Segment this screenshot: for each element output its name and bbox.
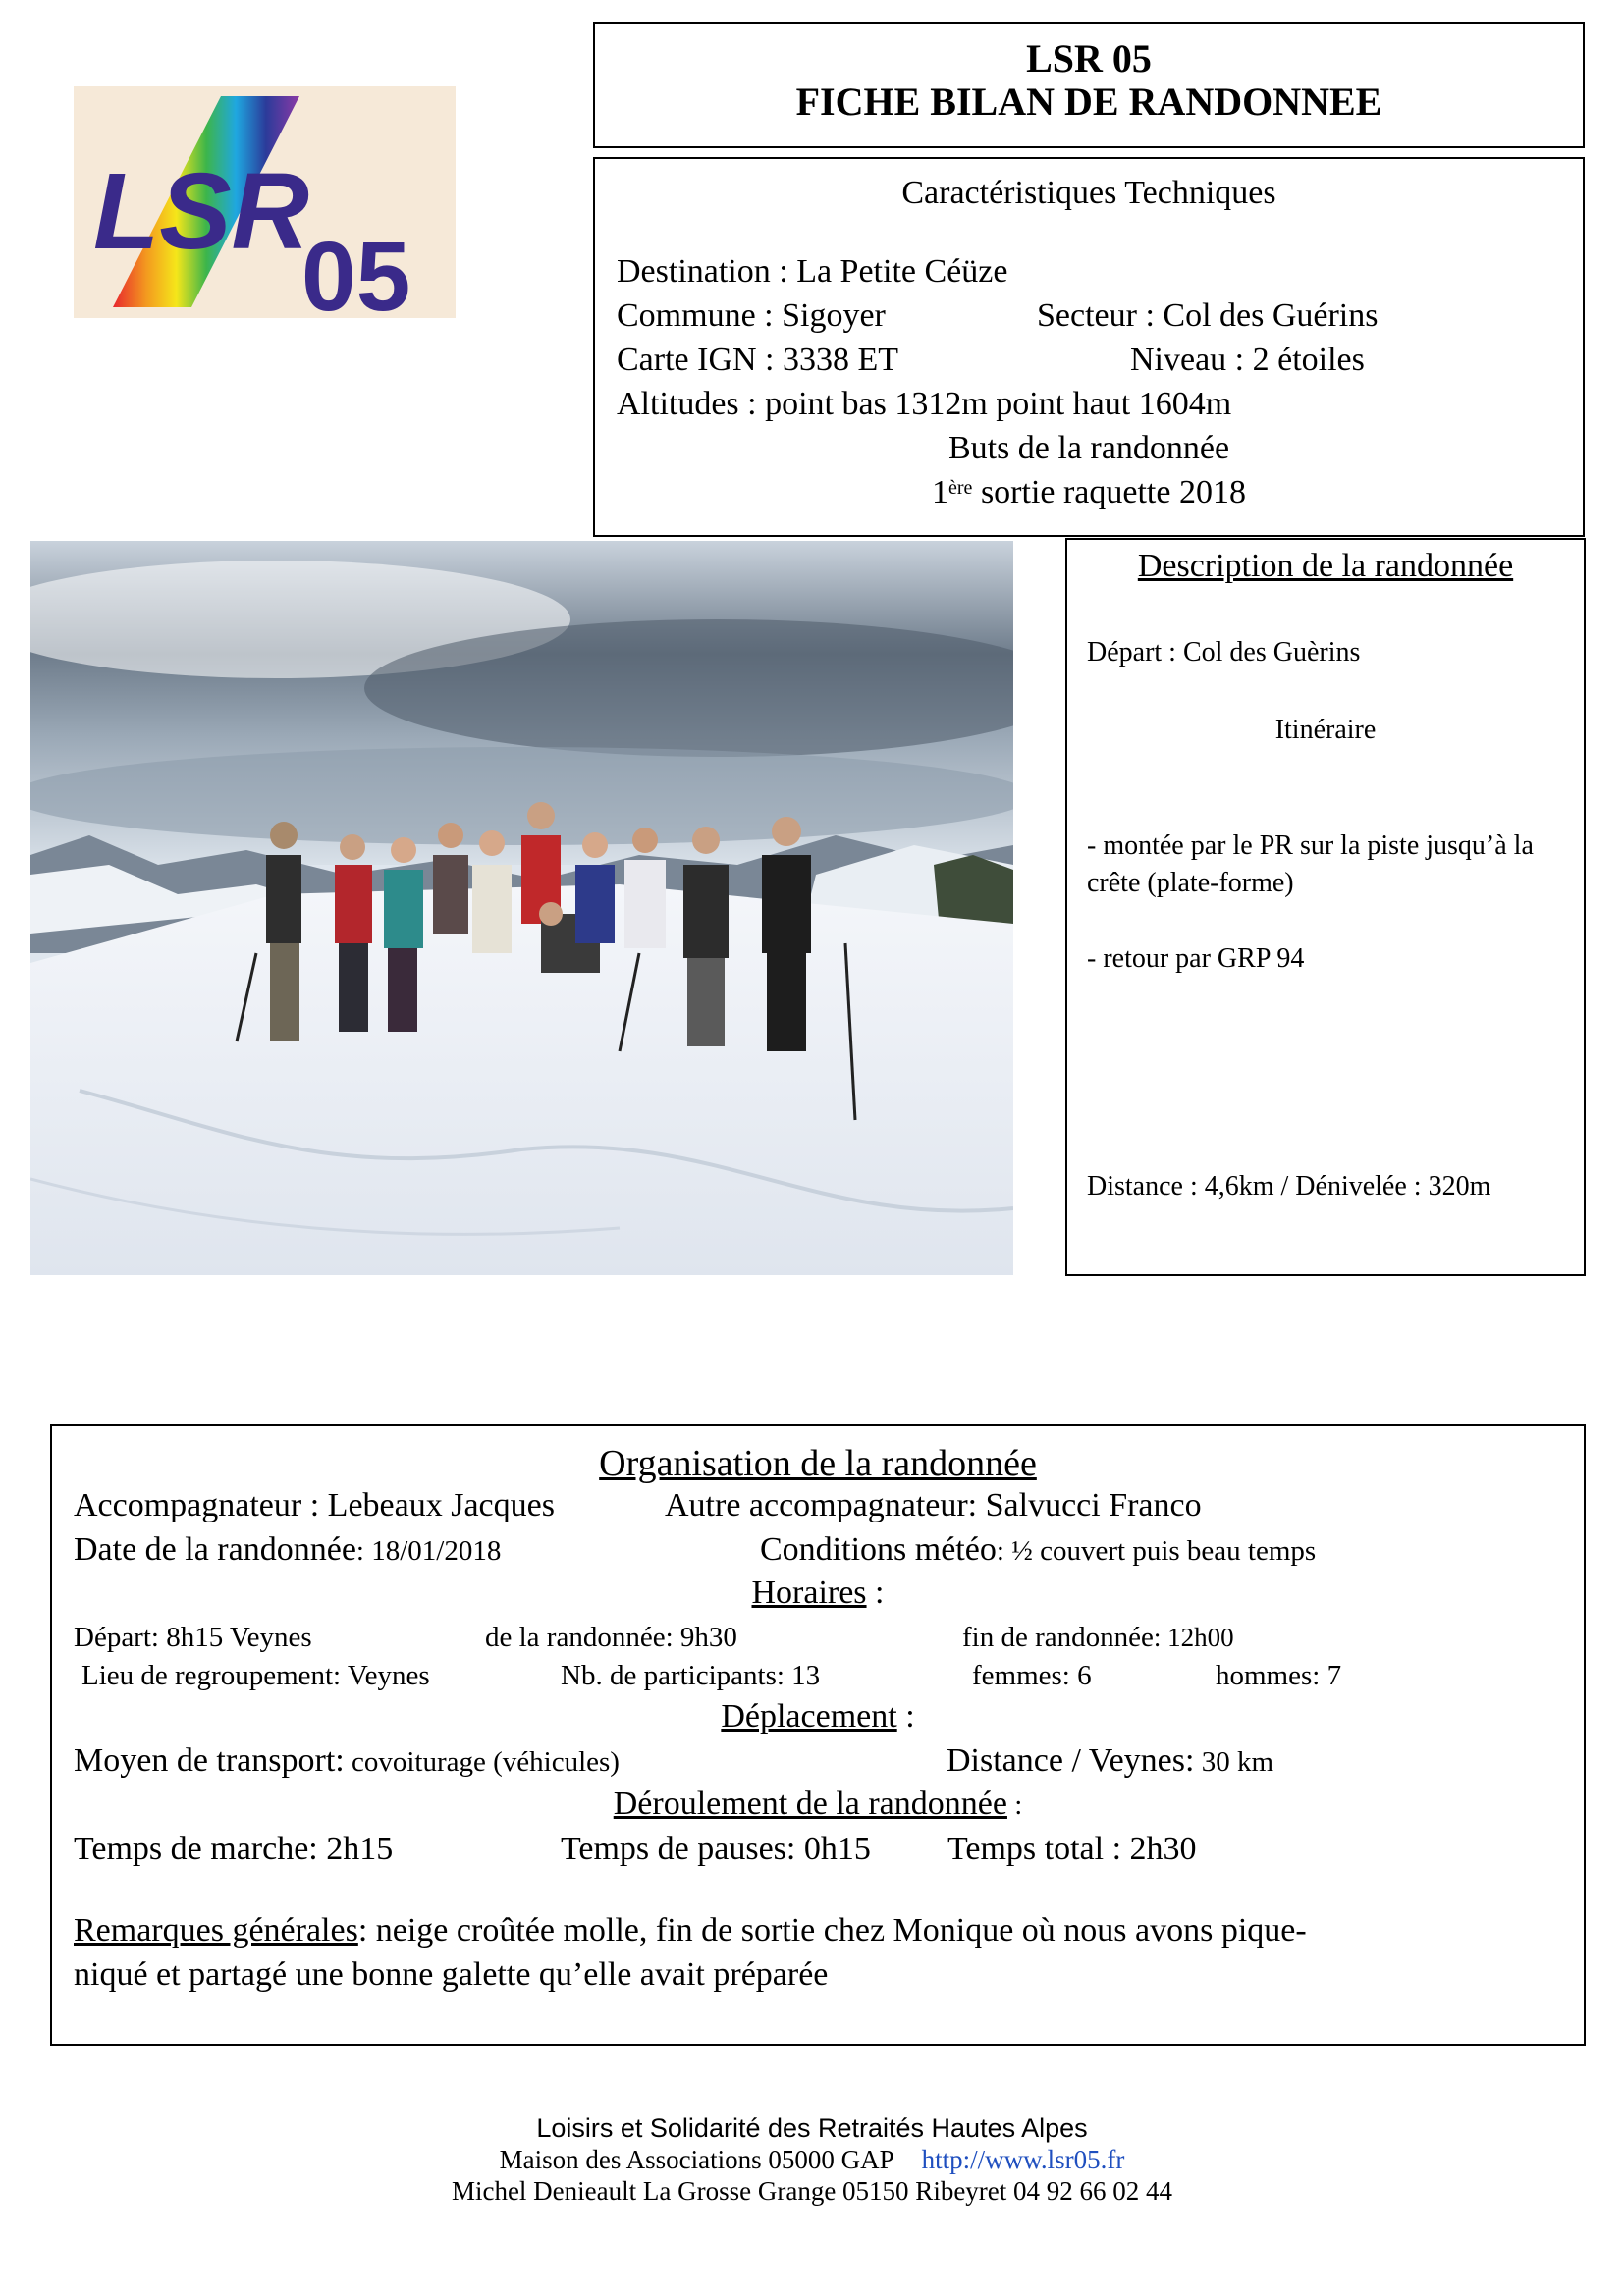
tech-carte: Carte IGN : 3338 ET: [617, 342, 899, 378]
description-depart: Départ : Col des Guèrins: [1087, 637, 1361, 667]
tech-altitudes: Altitudes : point bas 1312m point haut 1604m: [617, 386, 1232, 422]
lsr-logo: [74, 86, 456, 318]
tech-sortie: 1ère sortie raquette 2018: [932, 474, 1246, 510]
remarques-line-2: niqué et partagé une bonne galette qu’elle avait préparée: [74, 1956, 829, 1993]
distance-veynes: Distance / Veynes: 30 km: [947, 1742, 1273, 1779]
footer-website-link[interactable]: http://www.lsr05.fr: [921, 2145, 1125, 2174]
organisation-box: [50, 1424, 1586, 2046]
horaires-heading: Horaires :: [751, 1575, 885, 1611]
description-step-1: - montée par le PR sur la piste jusqu’à la crête (plate-forme): [1087, 830, 1534, 898]
description-itineraire: Itinéraire: [1274, 715, 1377, 745]
tech-secteur: Secteur : Col des Guérins: [1037, 297, 1379, 334]
deroulement-heading: Déroulement de la randonnée :: [613, 1786, 1023, 1822]
footer-contact: Michel Denieault La Grosse Grange 05150 Ribeyret 04 92 66 02 44: [451, 2176, 1173, 2206]
accompagnateur: Accompagnateur : Lebeaux Jacques: [74, 1487, 555, 1523]
logo-text: LSR: [93, 151, 309, 272]
technical-characteristics-box: [593, 157, 1585, 537]
horaire-depart: Départ: 8h15 Veynes: [74, 1622, 312, 1653]
tech-destination: Destination : La Petite Céüze: [617, 253, 1008, 290]
title-line-2: FICHE BILAN DE RANDONNEE: [795, 80, 1382, 124]
tech-niveau: Niveau : 2 étoiles: [1130, 342, 1365, 378]
tech-buts: Buts de la randonnée: [947, 430, 1230, 466]
nb-femmes: femmes: 6: [972, 1660, 1092, 1691]
conditions-meteo: Conditions météo: ½ couvert puis beau temps: [760, 1531, 1317, 1568]
deplacement-heading: Déplacement :: [721, 1698, 915, 1735]
temps-pauses: Temps de pauses: 0h15: [561, 1831, 871, 1867]
organisation-title: Organisation de la randonnée: [599, 1443, 1037, 1484]
title-box: [593, 22, 1585, 148]
nb-hommes: hommes: 7: [1216, 1660, 1342, 1691]
date-randonnee: Date de la randonnée: 18/01/2018: [74, 1531, 502, 1568]
description-box: [1065, 538, 1586, 1276]
group-photo: [30, 541, 1013, 1275]
temps-total: Temps total : 2h30: [947, 1831, 1197, 1867]
horaire-debut: de la randonnée: 9h30: [485, 1622, 737, 1653]
moyen-transport: Moyen de transport: covoiturage (véhicules): [74, 1742, 620, 1779]
tech-heading: Caractéristiques Techniques: [901, 175, 1276, 211]
title-line-1: LSR 05: [1026, 36, 1152, 80]
description-distance: Distance : 4,6km / Dénivelée : 320m: [1087, 1171, 1491, 1201]
nb-participants: Nb. de participants: 13: [561, 1660, 821, 1691]
footer: [0, 2112, 1624, 2207]
logo-number: 05: [301, 222, 411, 318]
lieu-regroupement: Lieu de regroupement: Veynes: [81, 1660, 430, 1691]
tech-commune: Commune : Sigoyer: [617, 297, 886, 334]
footer-association: Loisirs et Solidarité des Retraités Hautes Alpes: [536, 2113, 1088, 2143]
autre-accompagnateur: Autre accompagnateur: Salvucci Franco: [665, 1487, 1202, 1523]
remarques-line-1: Remarques générales: neige croûtée molle, fin de sortie chez Monique où nous avons pique-: [74, 1912, 1307, 1949]
horaire-fin: fin de randonnée: 12h00: [962, 1622, 1234, 1653]
temps-marche: Temps de marche: 2h15: [74, 1831, 394, 1867]
description-title: Description de la randonnée: [1137, 548, 1514, 584]
footer-address: Maison des Associations 05000 GAP http://www.lsr05.fr: [499, 2145, 1125, 2174]
description-step-2: - retour par GRP 94: [1087, 943, 1305, 974]
